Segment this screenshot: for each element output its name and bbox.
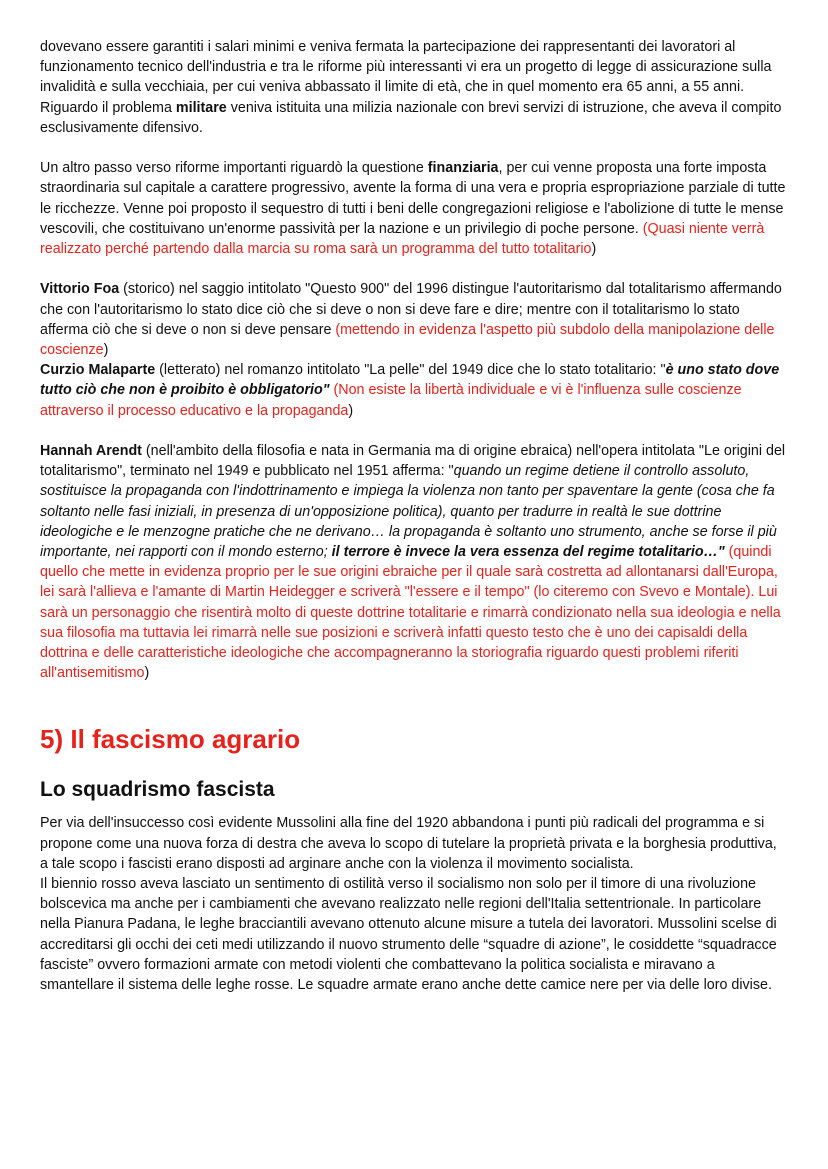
section-title: Lo squadrismo fascista: [40, 778, 275, 802]
keyword-military: militare: [175, 99, 227, 116]
author-hannah-arendt: Hannah Arendt: [40, 443, 142, 460]
section-gap: [40, 803, 788, 813]
text-financial-intro: Un altro passo verso riforme importanti riguardò la questione: [40, 160, 428, 177]
text-malaparte: (letterato) nel romanzo intitolato "La pelle" del 1949 dice che lo stato totalitario: ": [155, 362, 666, 379]
note-close-paren: ): [144, 665, 150, 682]
paragraph-gap: [40, 259, 788, 279]
chapter-title: 5) Il fascismo agrario: [40, 724, 301, 755]
quote-arendt-terror: il terrore è invece la vera essenza del regime totalitario…": [331, 544, 725, 561]
note-totalitarian-program: (Quasi niente verrà realizzato perché partendo dalla marcia su roma sarà un programma del tutto totalitario: [40, 220, 765, 258]
text-military-reform: veniva istituita una milizia nazionale con brevi servizi di istruzione, che aveva il compito esclusivamente difensivo.: [40, 99, 782, 136]
note-arendt: (quindi quello che mette in evidenza proprio per le sue origini ebraiche per il quale sarà costretta ad allontanarsi dall'Europa, lei sarà l'allieva e l'amante di Martin Heidegger e scriverà "l'essere e il tempo" (lo citeremo con Svevo e Montale). Lui sarà un personaggio che risentirà molto di queste dottrine totalitarie e rimarrà condizionato nella sua ideologia e nella sua filosofia ma tuttavia lei rimarrà nelle sue posizioni e scriverà infatti questo testo che è uno dei capisaldi della dottrina e delle caratteristiche ideologiche che accompagneranno la storiografia riguardo questi problemi riferiti all'antisemitismo: [40, 544, 781, 682]
section-gap: [40, 683, 788, 723]
text-military-intro: Riguardo il problema: [40, 99, 176, 116]
text-financial-reform: , per cui venne proposta una forte imposta straordinaria sul capitale a carattere progressivo, avente la forma di una vera e propria espropriazione parziale di tutte le ricchezze. Venne poi proposto il sequestro di tutti i beni delle congregazioni religiose e l'abolizione di tutte le mense vescovili, che costituivano un'enorme passività per la nazione e un privilegio di poche persone.: [40, 160, 786, 237]
paragraph-arendt: [40, 441, 788, 683]
note-malaparte: (Non esiste la libertà individuale e vi è l'influenza sulle coscienze attraverso il processo educativo e la propaganda: [40, 382, 742, 419]
text-foa: (storico) nel saggio intitolato "Questo 900" del 1996 distingue l'autoritarismo dal totalitarismo affermando che con l'autoritarismo lo stato dice ciò che si deve o non si deve fare e dire; mentre con il totalitarismo lo stato afferma ciò che si deve o non si deve pensare: [40, 281, 782, 338]
author-vittorio-foa: Vittorio Foa: [40, 281, 120, 298]
text-arendt: (nell'ambito della filosofia e nata in Germania ma di origine ebraica) nell'opera intitolata "Le origini del totalitarismo", terminato nel 1949 e pubblicato nel 1951 afferma: ": [40, 443, 786, 480]
paragraph-financial-reforms: [40, 158, 788, 259]
text-social-reforms: dovevano essere garantiti i salari minimi e veniva fermata la partecipazione dei rappresentanti dei lavoratori al funzionamento tecnico dell'industria e tra le riforme più interessanti vi era un progetto di legge di assicurazione sulla invalidità e sulla vecchiaia, per cui veniva abbassato il limite di età, che in quel momento era 65 anni, a 55 anni.: [40, 39, 772, 96]
paragraph-gap: [40, 421, 788, 441]
paragraph-squadrismo: [40, 813, 788, 995]
author-curzio-malaparte: Curzio Malaparte: [40, 362, 156, 379]
keyword-financial: finanziaria: [427, 160, 499, 177]
quote-arendt: quando un regime detiene il controllo assoluto, sostituisce la propaganda con l'indottrinamento e impiega la violenza non tanto per spaventare la gente (cosa che fa soltanto nelle fasi iniziali, in presenza di un'opposizione politica), quanto per tradurre in realtà le sue dottrine ideologiche e le menzogne pratiche che ne derivano… la propaganda è soltanto uno strumento, anche se forse il più importante, nei rapporti con il mondo esterno;: [40, 463, 777, 561]
note-close-paren: ): [348, 402, 354, 419]
text-squadrismo-intro: Per via dell'insuccesso così evidente Mussolini alla fine del 1920 abbandona i punti più radicali del programma e si propone come una nuova forza di destra che aveva lo scopo di tutelare la proprietà privata e la borghesia produttiva, a tale scopo i fascisti erano disposti ad arginare anche con la violenza il movimento socialista.: [40, 815, 777, 872]
note-foa: (mettendo in evidenza l'aspetto più subdolo della manipolazione delle coscienze: [40, 321, 775, 359]
note-close-paren: ): [103, 342, 109, 359]
section-gap: [40, 755, 788, 777]
paragraph-foa-malaparte: [40, 279, 788, 420]
paragraph-social-reforms: [40, 37, 788, 138]
note-close-paren: ): [591, 241, 597, 258]
quote-malaparte: è uno stato dove tutto ciò che non è proibito è obbligatorio": [40, 362, 780, 399]
paragraph-gap: [40, 138, 788, 158]
text-biennio-rosso: Il biennio rosso aveva lasciato un sentimento di ostilità verso il socialismo non solo per il timore di una rivoluzione bolscevica ma anche per i cambiamenti che avevano realizzato nelle regioni dell'Italia settentrionale. In particolare nella Pianura Padana, le leghe bracciantili avevano ottenuto alcune misure a tutela dei lavoratori. Mussolini scelse di accreditarsi gli occhi dei ceti medi utilizzando il nuovo strumento delle “squadre di azione”, le cosiddette “squadracce fasciste” ovvero formazioni armate con metodi violenti che combattevano la politica socialista e miravano a smantellare il sistema delle leghe rosse. Le squadre armate erano anche dette camice nere per via delle loro divise.: [40, 876, 777, 994]
